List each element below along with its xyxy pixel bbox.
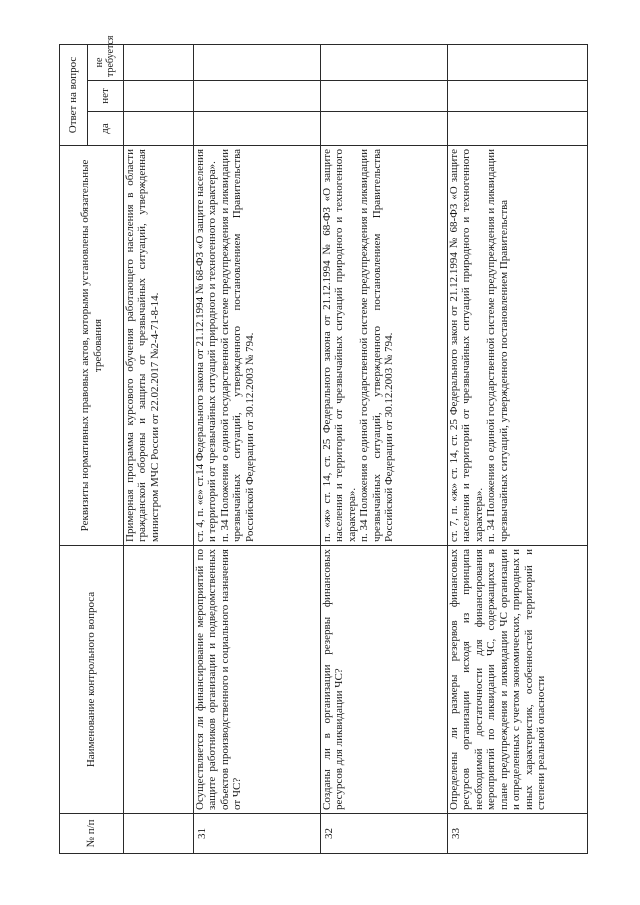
cell-answer-yes (448, 112, 588, 146)
cell-answer-not-required (124, 44, 194, 80)
header-answer-no: нет (88, 81, 124, 112)
cell-answer-no (194, 81, 321, 112)
row-question: Определены ли размеры резервов финансовых ресурсов организации исходя из принципа необходимой достаточности для финансирования мероприятий по ликвидации ЧС, содержащихся в плане предупреждения и ликвидации ЧС организации и определенных с учетом экономических, природных и иных характеристик, особенностей территорий и степени реальной опасности (448, 546, 588, 814)
row-number: 33 (448, 814, 588, 854)
row-requisites (194, 146, 321, 546)
rotated-document-page (59, 35, 587, 854)
row-number: 31 (194, 814, 321, 854)
table-row (448, 44, 588, 853)
cell-answer-not-required (194, 44, 321, 80)
requisite-paragraph: ст. 7, п. «ж» ст. 14, ст. 25 Федерального закон от 21.12.1994 № 68-ФЗ «О защите населения и территорий от чрезвычайных ситуаций природного и техногенного характера». (448, 149, 485, 542)
cell-answer-not-required (321, 44, 448, 80)
cell-number (124, 814, 194, 854)
cell-answer-not-required (448, 44, 588, 80)
header-answer-yes: да (88, 112, 124, 146)
table-row (321, 44, 448, 853)
cell-answer-yes (124, 112, 194, 146)
requisite-paragraph: п. 34 Положения о единой государственной системе предупреждения и ликвидации чрезвычайных ситуаций, утвержденного постановлением Правительства (485, 149, 510, 542)
row-question: Созданы ли в организации резервы финансовых ресурсов для ликвидации ЧС? (321, 546, 448, 814)
cell-answer-no (448, 81, 588, 112)
cell-answer-yes (194, 112, 321, 146)
row-requisites (321, 146, 448, 546)
table-row (194, 44, 321, 853)
cell-answer-no (124, 81, 194, 112)
cell-requisites: Примерная программа курсового обучения работающего населения в области гражданской обороны и защиты от чрезвычайных ситуаций, утвержденная министром МЧС России от 22.02.2017 №2-4-71-8-14. (124, 146, 194, 546)
requisite-paragraph: ст. 4, п. «е» ст.14 Федерального закона от 21.12.1994 № 68-ФЗ «О защите населения и территорий от чрезвычайных ситуаций природного и техногенного характера». (194, 149, 219, 542)
requisite-paragraph: п. 34 Положения о единой государственной системе предупреждения и ликвидации чрезвычайных ситуаций, утвержденного постановлением Правительства Российской Федерации от 30.12.2003 № 794. (358, 149, 396, 542)
table-row-continuation (124, 44, 194, 853)
row-requisites (448, 146, 588, 546)
row-number: 32 (321, 814, 448, 854)
header-requisites: Реквизиты нормативных правовых актов, которыми установлены обязательные требования (60, 146, 124, 546)
cell-question (124, 546, 194, 814)
cell-answer-yes (321, 112, 448, 146)
header-number: № п/п (60, 814, 124, 854)
checklist-table (59, 35, 588, 854)
requisite-paragraph: п. 34 Положения о единой государственной системе предупреждения и ликвидации чрезвычайных ситуаций, утвержденного постановлением Правительства Российской Федерации от 30.12.2003 № 794. (218, 149, 256, 542)
cell-answer-no (321, 81, 448, 112)
header-question: Наименование контрольного вопроса (60, 546, 124, 814)
requisite-paragraph: п. «ж» ст. 14, ст. 25 Федерального закона от 21.12.1994 № 68-ФЗ «О защите населения и территорий от чрезвычайных ситуаций природного и техногенного характера». (321, 149, 358, 542)
header-answer-not-required: не требуется (88, 44, 124, 80)
row-question: Осуществляется ли финансирование мероприятий по защите работников организации и подведомственных объектов производственного и социального назначения от ЧС? (194, 546, 321, 814)
header-answer-group: Ответ на вопрос (60, 44, 88, 145)
